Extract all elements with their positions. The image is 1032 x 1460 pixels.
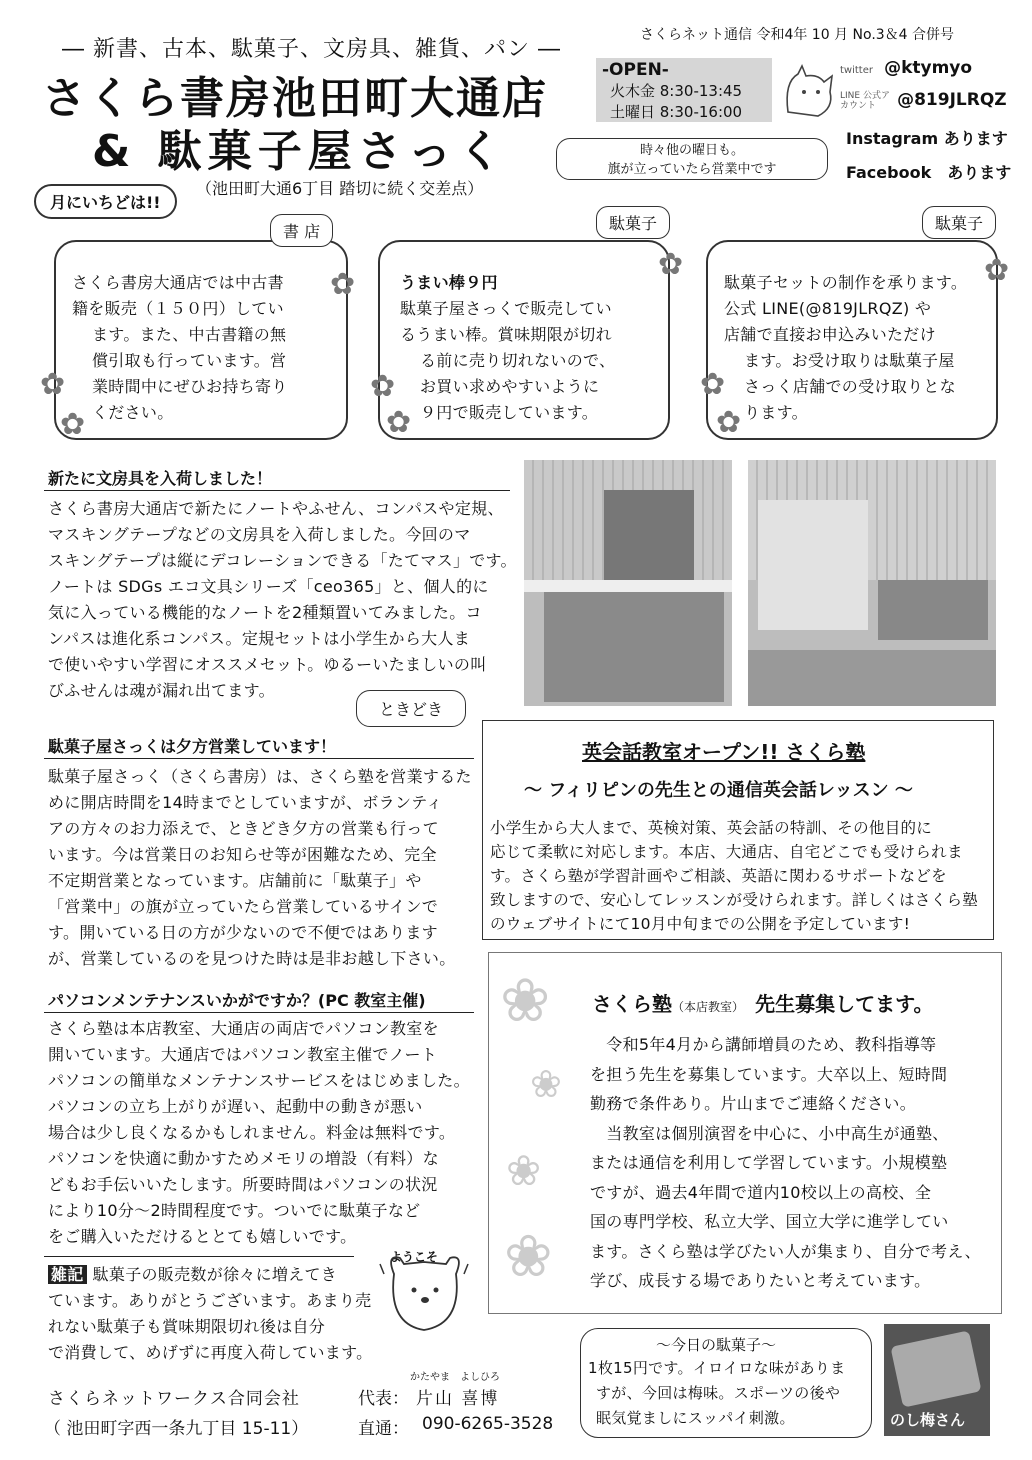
maple-leaf-icon: ✿ [984,253,1010,288]
text-line: 駄菓子セットの制作を承ります。 [724,273,968,292]
opening-hours [596,58,772,122]
page-title-sub: & 駄菓子屋さっく [92,126,508,177]
card-umaibou-heading: うまい棒９円 [400,273,498,292]
english-subtitle: ～ フィリピンの先生との通信英会話レッスン ～ [524,780,913,801]
stationery-photo-left [524,460,732,706]
recruit-body: 令和5年4月から講師増員のため、教科指導等 を担う先生を募集しています。大卒以上、短時間 勤務で条件あり。片山までご連絡ください。 当教室は個別演習を中心に、小中高生が通塾、 または通信を利用して学習しています。小規模塾 ですが、過去4年間で道内10校以上の高校、全 国の専門学校、私立大学、国立大学に進学してい ます。さくら塾は学びたい人が集まり、自分で考え、 学び、成長する場でありたいと考えています。 [590,1035,981,1290]
card-bookstore-text [72,270,338,426]
bear-illustration-icon [376,1244,472,1334]
maple-leaf-icon: ✿ [716,405,742,440]
text-line: ます。また、中古書籍の無 [92,325,287,344]
card-dagashi-set-tag: 駄菓子 [922,206,996,239]
stationery-photo-right [748,460,996,706]
card-dagashi-set-text [724,270,992,426]
maple-leaf-icon: ✿ [370,369,396,404]
evening-heading: 駄菓子屋さっくは夕方営業しています！ [48,737,337,756]
cat-illustration-icon [778,62,836,122]
maple-leaf-icon: ✿ [40,367,66,402]
text-line: 公式 LINE(@819JLRQZ) や [724,299,932,318]
cherry-blossom-icon: ❀ [504,1222,553,1290]
line-link[interactable] [840,90,1007,111]
monthly-badge: 月にいちどは!! [34,184,177,219]
card-umaibou-tag: 駄菓子 [596,206,670,239]
misc-body: 雑記 駄菓子の販売数が徐々に増えてき ています。ありがとうございます。あまり売 れない駄菓子も賞味期限切れ後は自分 で消費して、めげずに再度入荷しています。 [48,1265,373,1362]
text-line: る前に売り切れないので、 [420,351,616,370]
text-line: ります。 [744,403,808,422]
twitter-icon: twitter [840,65,873,76]
maple-leaf-icon: ✿ [386,405,412,440]
recruit-title: さくら塾（本店教室） 先生募集してます。 [592,992,934,1016]
tagline: ― 新書、古本、駄菓子、文房具、雑貨、パン ― [62,37,561,62]
text-line: 店舗で直接お申込みいただけ [724,325,936,344]
hours-note-line2: 旗が立っていたら営業中です [607,162,777,177]
footer-company: さくらネットワークス合同会社 [48,1389,300,1409]
divider [44,758,474,759]
text-line: ９円で販売しています。 [420,403,599,422]
twitter-handle: @ktymyo [884,58,973,78]
store-address: （池田町大通6丁目 踏切に続く交差点） [196,179,484,198]
text-line: るうまい棒。賞味期限が切れ [400,325,612,344]
text-line: 業時間中にぜひお持ち寄り [92,377,288,396]
today-dagashi-title: ～今日の駄菓子～ [656,1336,777,1354]
footer-rep-name: 片山 喜博 [416,1389,500,1409]
maple-leaf-icon: ✿ [658,247,684,282]
footer-phone-label: 直通： [358,1419,409,1439]
product-label: のし梅さん [890,1411,966,1429]
divider [44,1012,474,1013]
hours-note-bubble [556,138,828,180]
issue-info: さくらネット通信 令和4年 10 月 No.3＆4 合併号 [640,27,955,43]
line-handle: @819JLRQZ [897,90,1007,110]
card-umaibou-text [400,270,662,426]
pc-body: さくら塾は本店教室、大通店の両店でパソコン教室を 開いています。大通店ではパソコン教室主催でノート パソコンの簡単なメンテナンスサービスをはじめました。 パソコンの立ち上がりが遅い、起動中の動きが悪い 場合は少し良くなるかもしれません。料金は無料です。 パソコンを快適に動かすためメモリの増設（有料）な どもお手伝いいたします。所要時間はパソコンの状況 により10分～2時間程度です。ついでに駄菓子など をご購入いただけるととても嬉しいです。 [48,1019,470,1246]
english-title: 英会話教室オープン!! さくら塾 [582,740,866,764]
stationery-heading: 新たに文房具を入荷しました！ [48,469,273,488]
text-line: 駄菓子屋さっくで販売してい [400,299,612,318]
welcome-text: ようこそ [390,1250,439,1264]
footer-address: （ 池田町字西一条九丁目 15-11） [44,1419,309,1439]
maple-leaf-icon: ✿ [60,407,86,442]
stationery-body: さくら書房大通店で新たにノートやふせん、コンパスや定規、 マスキングテープなどの文房具を入荷しました。今回のマ スキングテープは縦にデコレーションできる「たてマス」です。 ノートは SDGs エコ文具シリーズ「ceo365」と、個人的に 気に入っている機能的なノートを2種類置いてみました。コ ンパスは進化系コンパス。定規セットは小学生から大人ま で使いやすい学習にオススメセット。ゆるーいたましいの叫 びふせんは魂が漏れ出てます。 [48,499,517,700]
text-line: 籍を販売（１５０円）してい [72,299,284,318]
text-line: お買い求めやすいように [420,377,600,396]
footer-rep-ruby: かたやま よしひろ [410,1372,500,1383]
cherry-blossom-icon: ❀ [530,1062,562,1106]
text-line: さくら書房大通店では中古書 [72,273,284,292]
text-line: さっく店舗での受け取りとな [744,377,956,396]
divider [44,1256,354,1257]
text-line: ます。お受け取りは駄菓子屋 [744,351,955,370]
twitter-link[interactable] [840,58,972,78]
divider [44,490,510,491]
maple-leaf-icon: ✿ [330,267,356,302]
english-body: 小学生から大人まで、英検対策、英会話の特訓、その他目的に 応じて柔軟に対応します。本店、大通店、自宅どこでも受けられま す。さくら塾が学習計画やご相談、英語に関わるサポートなどを 致しますので、安心してレッスンが受けられます。詳しくはさくら塾 のウェブサイトにて10月中旬までの公開を予定しています! [490,819,979,933]
today-dagashi-body: 1枚15円です。イロイロな味がありま すが、今回は梅味。スポーツの後や 眠気覚ましにスッパイ刺激。 [588,1359,846,1427]
text-line: 償引取も行っています。営 [92,351,287,370]
misc-label: 雑記 [48,1265,87,1284]
open-label: -OPEN- [602,60,669,80]
facebook-note: Facebook あります [846,163,1012,182]
maple-leaf-icon: ✿ [700,367,726,402]
noshiume-product-photo [884,1324,990,1436]
pc-heading: パソコンメンテナンスいかがですか？(PC 教室主催) [48,991,426,1010]
footer-phone: 090-6265-3528 [422,1414,554,1434]
cherry-blossom-icon: ❀ [506,1146,542,1195]
text-line: ください。 [92,403,174,422]
instagram-note: Instagram あります [846,129,1008,148]
hours-saturday: 土曜日 8:30-16:00 [610,103,743,121]
page-title: さくら書房池田町大通店 [42,73,548,124]
line-icon: LINE 公式アカウント [840,90,890,111]
evening-body: 駄菓子屋さっく（さくら書房）は、さくら塾を営業するた めに開店時間を14時までとしていますが、ボランティ アの方々のお力添えで、ときどき夕方の営業も行って います。今は営業日のお知らせ等が困難なため、完全 不定期営業となっています。店舗前に「駄菓子」や 「営業中」の旗が立っていたら営業しているサインで す。開いている日の方が少ないので不便ではあります が、営業しているのを見つけた時は是非お越し下さい。 [48,767,472,968]
cherry-blossom-icon: ❀ [500,966,551,1036]
hours-weekday: 火木金 8:30-13:45 [610,82,743,100]
tokidoki-bubble: ときどき [356,690,466,727]
footer-rep-label: 代表： [358,1389,409,1409]
card-bookstore-tag: 書 店 [270,214,333,247]
hours-note-line1: 時々他の曜日も。 [639,143,744,158]
